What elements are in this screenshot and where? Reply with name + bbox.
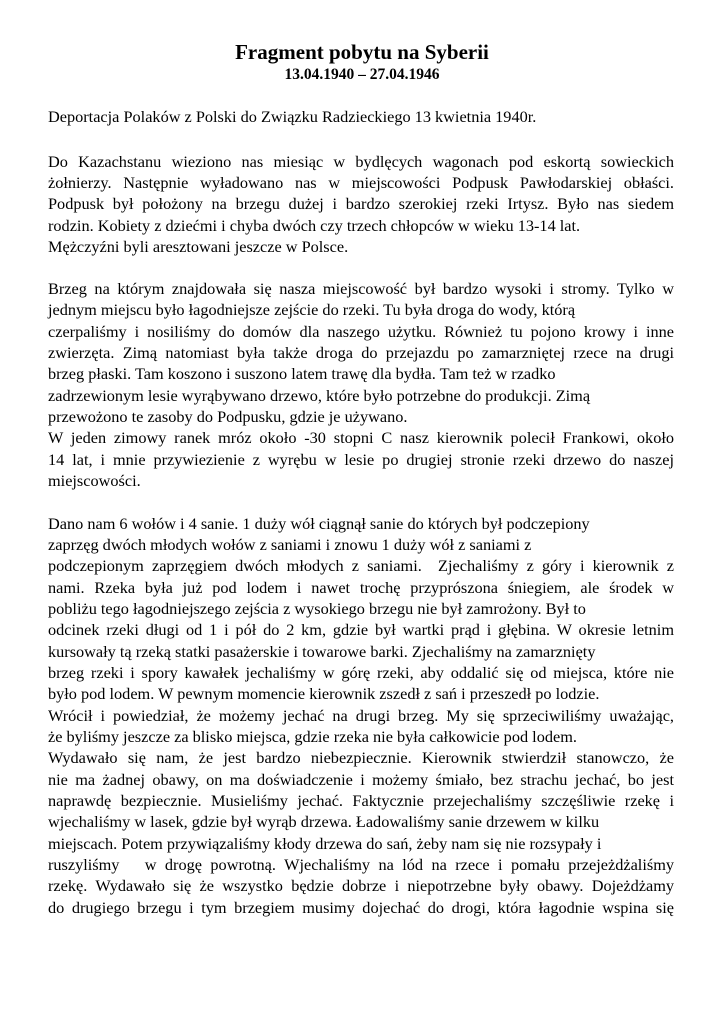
text-line: pobliżu tego łagodniejszego zejścia z wysokiego brzegu nie był zamrożony. Był to bbox=[48, 599, 586, 618]
text-line: ruszyliśmy w drogę powrotną. Wjechaliśmy na lód na rzece i pomału przejeżdżaliśmy bbox=[48, 855, 674, 874]
text-line: zwierzęta. Zimą natomiast była także droga do przejazdu po zamarzniętej rzece na drugi bbox=[48, 343, 674, 362]
text-line: do drugiego brzegu i tym brzegiem musimy dojechać do drogi, która łagodnie wspina się bbox=[48, 898, 674, 917]
text-line: podczepionym zaprzęgiem dwóch młodych z saniami. Zjechaliśmy z góry i kierownik z bbox=[48, 556, 674, 575]
text-line: Brzeg na którym znajdowała się nasza miejscowość był bardzo wysoki i stromy. Tylko w bbox=[48, 279, 674, 298]
text-line: miejscowości. bbox=[48, 471, 141, 490]
text-line: Wydawało się nam, że jest bardzo niebezpiecznie. Kierownik stwierdził stanowczo, że bbox=[48, 748, 674, 767]
text-line: 14 lat, i mnie przywiezienie z wyrębu w lesie po drugiej stronie rzeki drzewo do naszej bbox=[48, 450, 674, 469]
text-line: że byliśmy jeszcze za blisko miejsca, gdzie rzeka nie była całkowicie pod lodem. bbox=[48, 727, 577, 746]
text-line: brzeg płaski. Tam koszono i suszono latem trawę dla bydła. Tam też w rzadko bbox=[48, 364, 556, 383]
text-line: rodzin. Kobiety z dziećmi i chyba dwóch czy trzech chłopców w wieku 13-14 lat. bbox=[48, 216, 581, 235]
text-line: przewożono te zasoby do Podpusku, gdzie je używano. bbox=[48, 407, 408, 426]
text-line: żołnierzy. Następnie wyładowano nas w miejscowości Podpusk Pawłodarskiej obłaści. bbox=[48, 173, 674, 192]
text-line: odcinek rzeki długi od 1 i pół do 2 km, gdzie był wartki prąd i głębina. W okresie letnim bbox=[48, 620, 674, 639]
text-line: Mężczyźni byli aresztowani jeszcze w Polsce. bbox=[48, 237, 349, 256]
document-dates: 13.04.1940 – 27.04.1946 bbox=[284, 66, 440, 83]
text-line: zadrzewionym lesie wyrąbywano drzewo, które było potrzebne do produkcji. Zimą bbox=[48, 386, 591, 405]
text-line: miejscach. Potem przywiązaliśmy kłody drzewa do sań, żeby nam się nie rozsypały i bbox=[48, 834, 602, 853]
text-line: nami. Rzeka była już pod lodem i nawet trochę przyprószona śniegiem, ale środek w bbox=[48, 578, 674, 597]
text-line: wjechaliśmy w lasek, gdzie był wyrąb drzewa. Ładowaliśmy sanie drzewem w kilku bbox=[48, 812, 600, 831]
text-line: Wrócił i powiedział, że możemy jechać na drugi brzeg. My się sprzeciwiliśmy uważając, bbox=[48, 706, 674, 725]
text-line: naprawdę bezpiecznie. Musieliśmy jechać. Faktycznie przejechaliśmy szczęśliwie rzekę i bbox=[48, 791, 674, 810]
text-line: rzekę. Wydawało się że wszystko będzie dobrze i niepotrzebne były obawy. Dojeżdżamy bbox=[48, 876, 674, 895]
document-title: Fragment pobytu na Syberii bbox=[235, 40, 489, 64]
text-line: W jeden zimowy ranek mróz około -30 stopni C nasz kierownik polecił Frankowi, około bbox=[48, 428, 674, 447]
text-line: zaprzęg dwóch młodych wołów z saniami i znowu 1 duży wół z saniami z bbox=[48, 535, 532, 554]
text-line: czerpaliśmy i nosiliśmy do domów dla naszego użytku. Również tu pojono krowy i inne bbox=[48, 322, 674, 341]
text-line: kursowały tą rzeką statki pasażerskie i towarowe barki. Zjechaliśmy na zamarznięty bbox=[48, 642, 596, 661]
text-line: brzeg rzeki i spory kawałek jechaliśmy w górę rzeki, aby oddalić się od miejsca, które nie bbox=[48, 663, 674, 682]
text-line: jednym miejscu było łagodniejsze zejście do rzeki. Tu była droga do wody, którą bbox=[48, 300, 576, 319]
text-line: Podpusk był położony na brzegu dużej i bardzo szerokiej rzeki Irtysz. Było nas siedem bbox=[48, 194, 674, 213]
text-line: było pod lodem. W pewnym momencie kierownik zszedł z sań i przeszedł po lodzie. bbox=[48, 684, 600, 703]
text-line: Do Kazachstanu wieziono nas miesiąc w bydlęcych wagonach pod eskortą sowieckich bbox=[48, 152, 674, 171]
text-line: Dano nam 6 wołów i 4 sanie. 1 duży wół ciągnął sanie do których był podczepiony bbox=[48, 514, 590, 533]
text-line: nie ma żadnej obawy, on ma doświadczenie i możemy śmiało, bez strachu jechać, bo jest bbox=[48, 770, 674, 789]
intro-line: Deportacja Polaków z Polski do Związku Radzieckiego 13 kwietnia 1940r. bbox=[48, 107, 537, 126]
